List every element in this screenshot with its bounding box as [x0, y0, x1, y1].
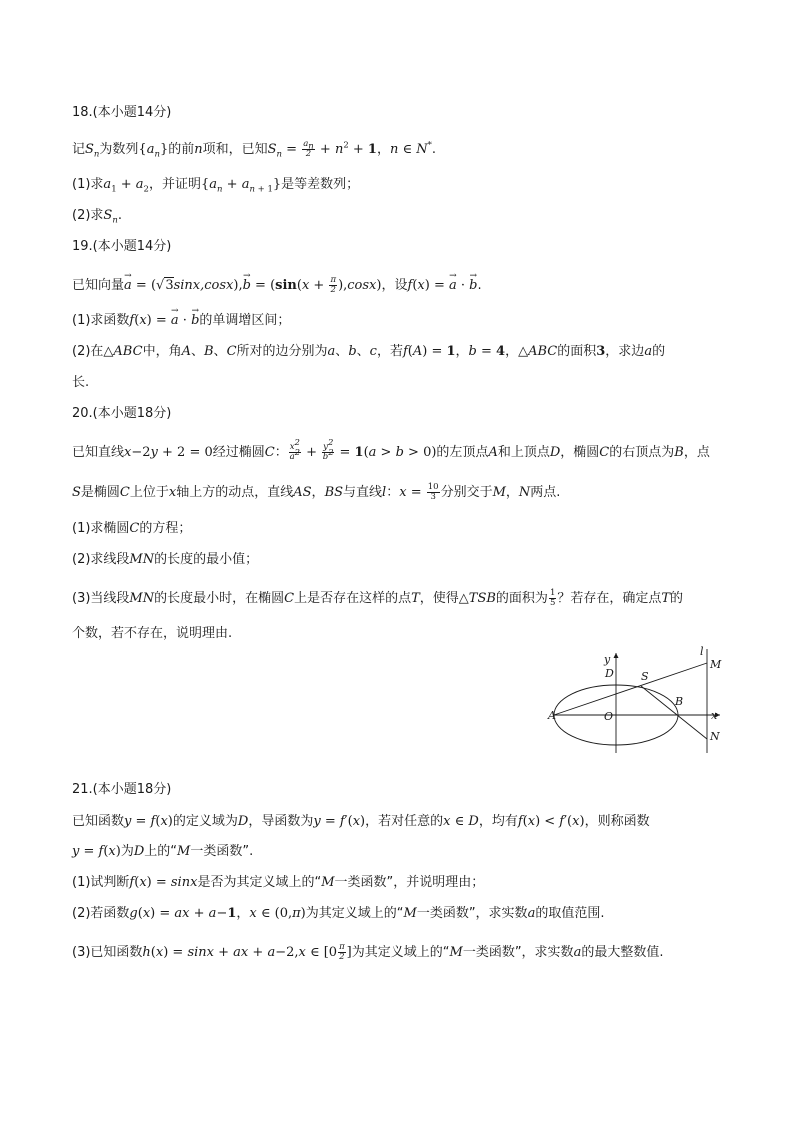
- line-am: [554, 663, 707, 715]
- q20-part3-cont: 个数，若不存在，说明理由.: [72, 626, 233, 641]
- q20-part3: (3)当线段MN的长度最小时，在椭圆C上是否存在这样的点T，使得△TSB的面积为 $\frac{1}{5}$ ？若存在，确定点T的: [72, 588, 684, 608]
- q20-statement-1: 已知直线x−2y + 2 = 0经过椭圆C： $\frac{x^2}{a^2}$ + $\frac{y^2}{b^2}$ = 1(a > b > 0)的左顶点A和上顶点D，椭圆C的右顶点为B，点: [72, 438, 710, 462]
- q21-heading: 21.(本小题18分): [72, 782, 172, 797]
- label-y: y: [604, 653, 611, 666]
- q21-statement-1: 已知函数y = f(x)的定义域为D，导函数为y = f′(x)，若对任意的x ∈ D，均有f(x) < f′(x)，则称函数: [72, 814, 650, 829]
- y-axis-arrow: [614, 653, 619, 658]
- ellipse-figure: [540, 645, 730, 760]
- q18-heading: 18.(本小题14分): [72, 105, 172, 120]
- q18-statement: 记$S_n$为数列$\{a_n\}$的前n项和，已知$S_n$ = $\frac{a_n}{2}$ + $n^2 + 1$，n ∈ N*.: [72, 139, 436, 160]
- line-sn: [641, 686, 707, 739]
- label-n: N: [710, 730, 720, 743]
- q20-part2: (2)求线段MN的长度的最小值；: [72, 552, 259, 567]
- q19-part2-cont: 长.: [72, 375, 90, 390]
- q19-part1: (1)求函数f(x) = → a · → b的单调增区间；: [72, 312, 290, 330]
- q19-heading: 19.(本小题14分): [72, 239, 172, 254]
- q18-part1: (1)求$a_1 + a_2$，并证明$\{a_n + a_{n + 1}\}$是等差数列；: [72, 177, 360, 195]
- label-m: M: [710, 658, 722, 671]
- q19-part2: (2)在△ABC中，角A、B、C所对的边分别为a、b、c，若f(A) = 1，b = 4，△ABC的面积3，求边a的: [72, 344, 666, 359]
- q21-statement-2: y = f(x)为D上的“M一类函数”.: [72, 844, 254, 859]
- q21-part3: (3)已知函数h(x) = sinx + ax + a−2,x ∈ [0 $\frac{\pi}{2}$ ]为其定义域上的“M一类函数”，求实数a的最大整数值.: [72, 942, 664, 962]
- q21-part2: (2)若函数g(x) = ax + a−1，x ∈ (0,π)为其定义域上的“M一类函数”，求实数a的取值范围.: [72, 906, 605, 921]
- q19-statement: 已知向量→ a = (√3sinx,cosx),→ b = (sin(x + $\frac{\pi}{2}$ ),cosx)，设f(x) = → a · → b.: [72, 276, 482, 295]
- label-a: A: [548, 709, 556, 722]
- q21-part1: (1)试判断f(x) = sinx是否为其定义域上的“M一类函数”，并说明理由；: [72, 875, 485, 890]
- q20-heading: 20.(本小题18分): [72, 406, 172, 421]
- q20-part1: (1)求椭圆C的方程；: [72, 521, 192, 536]
- label-l: l: [700, 645, 704, 658]
- label-b: B: [675, 695, 684, 708]
- q18-part2: (2)求$S_n$.: [72, 208, 122, 226]
- q20-statement-2: S是椭圆C上位于x轴上方的动点，直线AS，BS与直线l：x = $\frac{10}{3}$ 分别交于M，N两点.: [72, 482, 561, 502]
- label-d: D: [605, 667, 614, 680]
- label-x: x: [711, 709, 718, 722]
- label-o: O: [604, 710, 614, 723]
- label-s: S: [641, 670, 649, 683]
